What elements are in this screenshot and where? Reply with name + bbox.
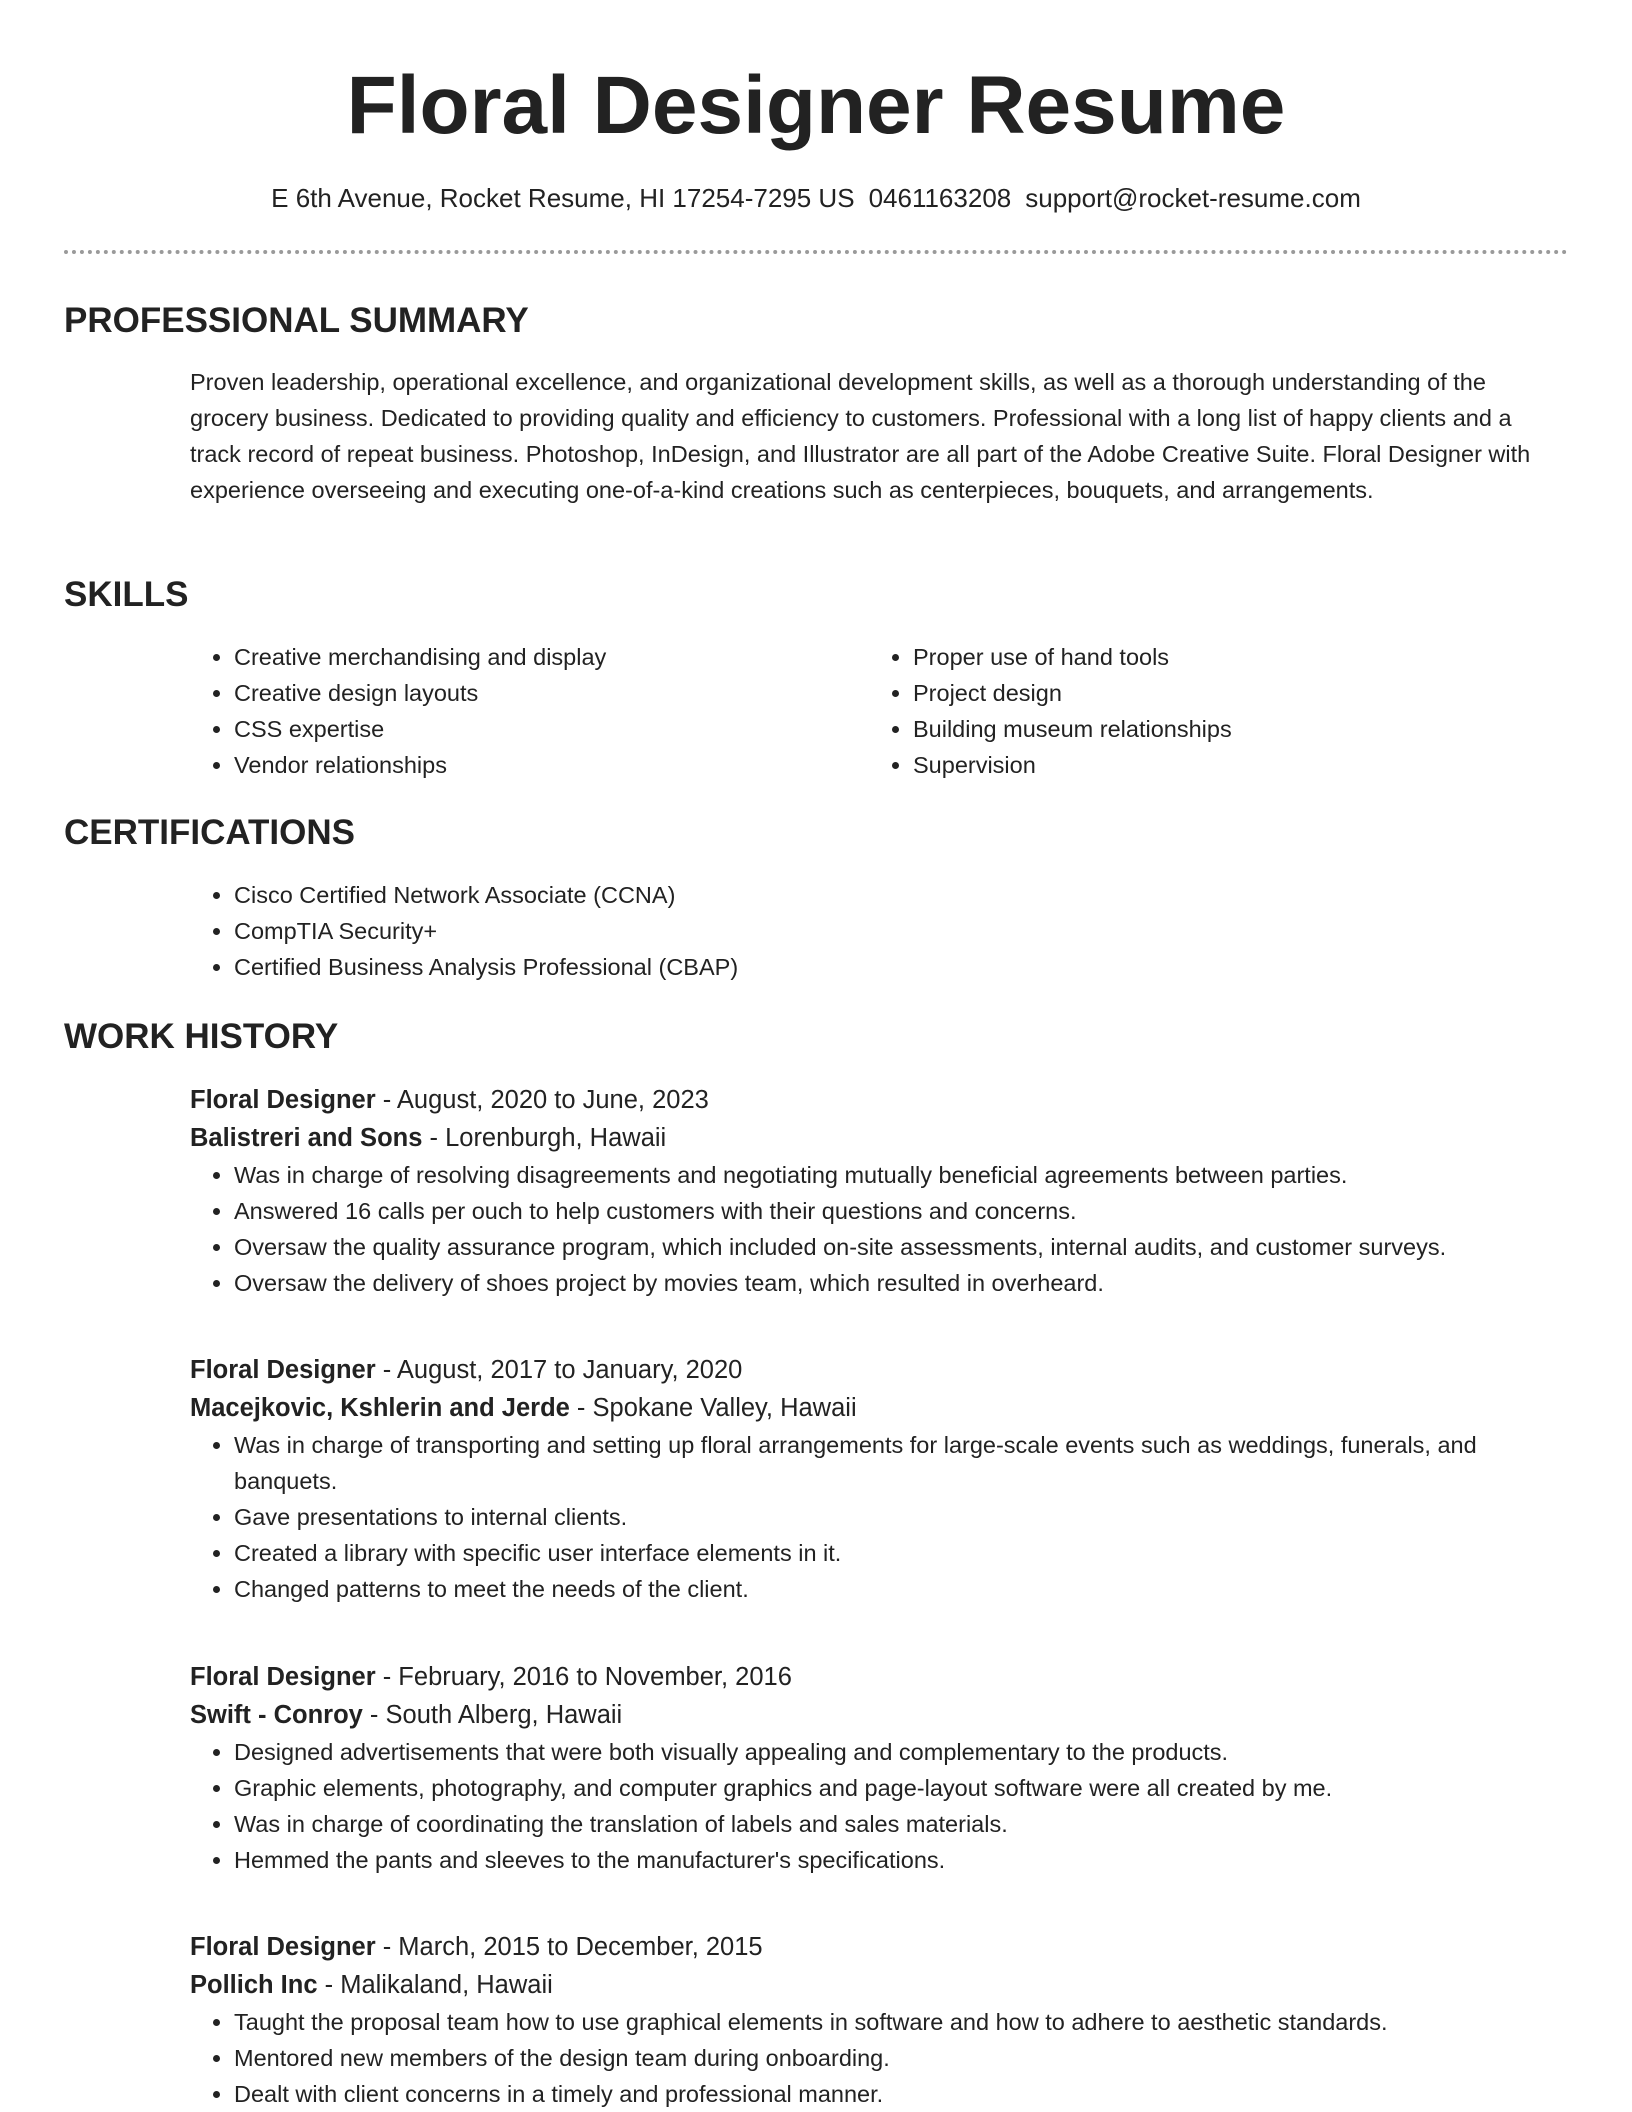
job-title-line — [190, 1081, 1568, 1119]
job-title-line — [190, 1928, 1568, 1966]
job-company: Macejkovic, Kshlerin and Jerde — [190, 1394, 570, 1422]
job-location: - Spokane Valley, Hawaii — [576, 1394, 857, 1422]
job-company: Swift - Conroy — [190, 1701, 363, 1729]
job-location: - South Alberg, Hawaii — [369, 1701, 623, 1729]
certification-item: • Cisco Certified Network Associate (CCNA) — [234, 877, 1568, 913]
job-bullet: • Designed advertisements that were both visually appealing and complementary to the products. — [234, 1734, 1568, 1770]
job-role: Floral Designer — [190, 1356, 376, 1384]
job-dates: - August, 2020 to June, 2023 — [382, 1086, 709, 1114]
job-company-line — [190, 1389, 1568, 1427]
skill-item: • CSS expertise — [234, 711, 830, 747]
job-bullet: • Was in charge of resolving disagreements and negotiating mutually beneficial agreements between parties. — [234, 1157, 1568, 1193]
job-dates: - August, 2017 to January, 2020 — [382, 1356, 743, 1384]
summary-text: Proven leadership, operational excellence, and organizational development skills, as well as a thorough understanding of the grocery business. Dedicated to providing quality and efficiency to customers. Professional with a long list of happy clients and a track record of repeat business. Photoshop, InDesign, and Illustrator are all part of the Adobe Creative Suite. Floral Designer with experience overseeing and executing one-of-a-kind creations such as centerpieces, bouquets, and arrangements. — [190, 369, 1531, 503]
job-role: Floral Designer — [190, 1663, 376, 1691]
skill-item: • Vendor relationships — [234, 747, 830, 783]
job-location: - Lorenburgh, Hawaii — [429, 1124, 667, 1152]
job-bullet: • Oversaw the delivery of shoes project by movies team, which resulted in overheard. — [234, 1265, 1568, 1301]
job-bullet: • Was in charge of coordinating the translation of labels and sales materials. — [234, 1806, 1568, 1842]
job-role: Floral Designer — [190, 1933, 376, 1961]
job-bullet: • Created a library with specific user interface elements in it. — [234, 1535, 1568, 1571]
job-bullet: • Mentored new members of the design team during onboarding. — [234, 2040, 1568, 2076]
job-entry — [190, 1928, 1568, 2112]
skill-item: • Creative merchandising and display — [234, 639, 830, 675]
skill-item: • Supervision — [913, 747, 1509, 783]
job-dates: - February, 2016 to November, 2016 — [382, 1663, 792, 1691]
skill-item: • Proper use of hand tools — [913, 639, 1509, 675]
skills-heading: SKILLS — [64, 575, 189, 614]
contact-email: support@rocket-resume.com — [1025, 183, 1361, 213]
job-bullet: • Oversaw the quality assurance program, which included on-site assessments, internal audits, and customer surveys. — [234, 1229, 1568, 1265]
contact-address: E 6th Avenue, Rocket Resume, HI 17254-7295 US — [271, 183, 855, 213]
job-title-line — [190, 1351, 1568, 1389]
certifications-section — [190, 877, 1568, 985]
summary-section — [190, 364, 1568, 508]
skill-item: • Building museum relationships — [913, 711, 1509, 747]
job-company: Pollich Inc — [190, 1971, 318, 1999]
job-bullet: • Changed patterns to meet the needs of the client. — [234, 1571, 1568, 1607]
job-bullet: • Was in charge of transporting and setting up floral arrangements for large-scale events such as weddings, funerals, and banquets. — [234, 1427, 1568, 1499]
job-bullet: • Dealt with client concerns in a timely and professional manner. — [234, 2076, 1568, 2112]
work-history-heading: WORK HISTORY — [64, 1017, 339, 1056]
job-bullet: • Answered 16 calls per ouch to help customers with their questions and concerns. — [234, 1193, 1568, 1229]
job-company-line — [190, 1119, 1568, 1157]
job-dates: - March, 2015 to December, 2015 — [382, 1933, 763, 1961]
job-bullet: • Graphic elements, photography, and computer graphics and page-layout software were all created by me. — [234, 1770, 1568, 1806]
job-location: - Malikaland, Hawaii — [324, 1971, 553, 1999]
certification-item: • CompTIA Security+ — [234, 913, 1568, 949]
job-company-line — [190, 1966, 1568, 2004]
job-entry — [190, 1658, 1568, 1878]
job-title-line — [190, 1658, 1568, 1696]
job-company-line — [190, 1696, 1568, 1734]
certification-item: • Certified Business Analysis Professional (CBAP) — [234, 949, 1568, 985]
resume-page — [64, 0, 1568, 2112]
skills-right-column — [869, 639, 1509, 783]
skills-left-column — [190, 639, 830, 783]
job-company: Balistreri and Sons — [190, 1124, 423, 1152]
summary-heading: PROFESSIONAL SUMMARY — [64, 301, 529, 340]
contact-phone: 0461163208 — [868, 183, 1012, 213]
job-bullet: • Taught the proposal team how to use graphical elements in software and how to adhere to aesthetic standards. — [234, 2004, 1568, 2040]
job-bullet: • Gave presentations to internal clients. — [234, 1499, 1568, 1535]
job-bullet: • Hemmed the pants and sleeves to the manufacturer's specifications. — [234, 1842, 1568, 1878]
skills-section — [190, 639, 1568, 789]
job-entry — [190, 1081, 1568, 1301]
header-divider — [64, 250, 1568, 254]
job-role: Floral Designer — [190, 1086, 376, 1114]
certifications-heading: CERTIFICATIONS — [64, 813, 356, 852]
contact-line — [64, 181, 1568, 215]
resume-title: Floral Designer Resume — [346, 60, 1286, 151]
job-entry — [190, 1351, 1568, 1607]
skill-item: • Creative design layouts — [234, 675, 830, 711]
skill-item: • Project design — [913, 675, 1509, 711]
